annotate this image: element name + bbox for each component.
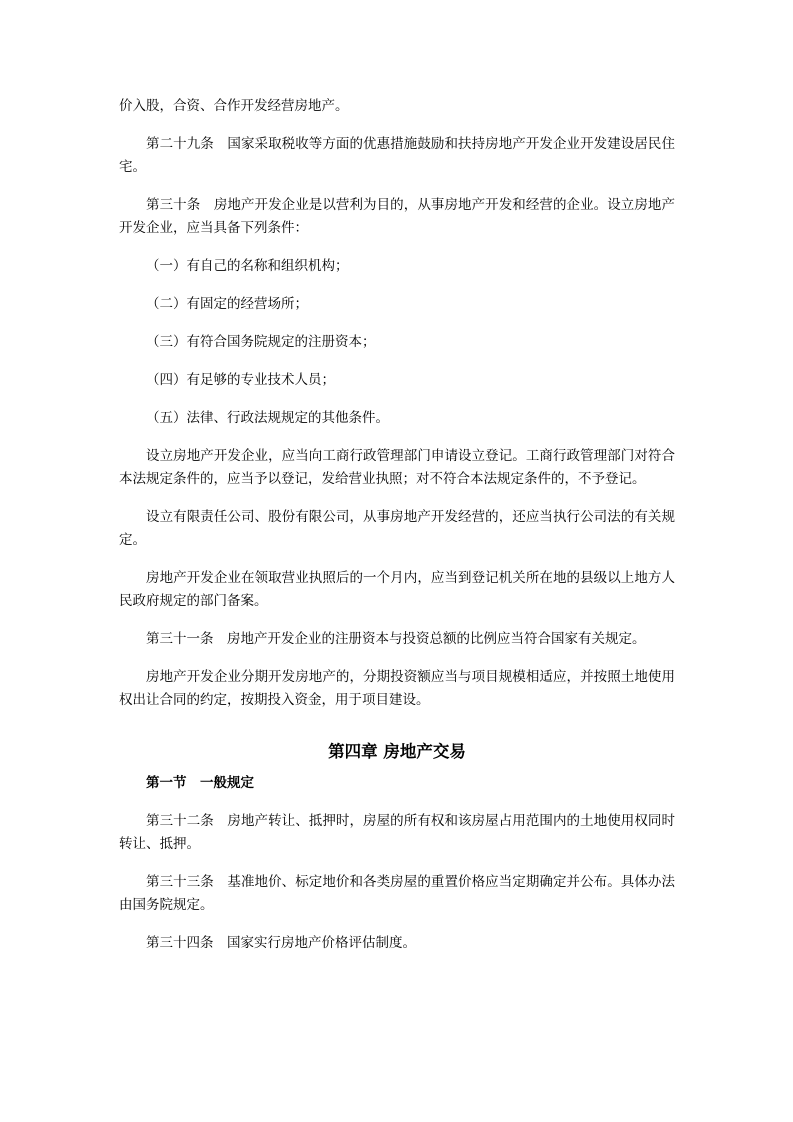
article-33: 第三十三条 基准地价、标定地价和各类房屋的重置价格应当定期确定并公布。具体办法由国务院规定。 — [119, 874, 675, 913]
condition-item-1: （一）有自己的名称和组织机构； — [146, 258, 349, 274]
article-29: 第二十九条 国家采取税收等方面的优惠措施鼓励和扶持房地产开发企业开发建设居民住宅。 — [119, 136, 675, 175]
article-34: 第三十四条 国家实行房地产价格评估制度。 — [146, 935, 416, 951]
article-30: 第三十条 房地产开发企业是以营利为目的，从事房地产开发和经营的企业。设立房地产开发企业，应当具备下列条件： — [119, 197, 675, 236]
condition-item-3: （三）有符合国务院规定的注册资本； — [146, 334, 376, 350]
section-title: 第一节 一般规定 — [146, 775, 254, 791]
paragraph: 价入股，合资、合作开发经营房地产。 — [119, 98, 349, 114]
paragraph: 房地产开发企业分期开发房地产的，分期投资额应当与项目规模相适应，并按照土地使用权出让合同的约定，按期投入资金，用于项目建设。 — [119, 669, 675, 708]
condition-item-2: （二）有固定的经营场所； — [146, 296, 308, 312]
paragraph: 设立有限责任公司、股份有限公司，从事房地产开发经营的，还应当执行公司法的有关规定。 — [119, 509, 675, 548]
article-31: 第三十一条 房地产开发企业的注册资本与投资总额的比例应当符合国家有关规定。 — [146, 631, 646, 647]
paragraph: 房地产开发企业在领取营业执照后的一个月内，应当到登记机关所在地的县级以上地方人民政府规定的部门备案。 — [119, 570, 675, 609]
document-body — [119, 95, 675, 970]
condition-item-4: （四）有足够的专业技术人员； — [146, 372, 335, 388]
paragraph: 设立房地产开发企业，应当向工商行政管理部门申请设立登记。工商行政管理部门对符合本法规定条件的，应当予以登记，发给营业执照；对不符合本法规定条件的，不予登记。 — [119, 448, 675, 487]
chapter-title: 第四章 房地产交易 — [328, 742, 466, 761]
article-32: 第三十二条 房地产转让、抵押时，房屋的所有权和该房屋占用范围内的土地使用权同时转让、抵押。 — [119, 813, 675, 852]
condition-item-5: （五）法律、行政法规规定的其他条件。 — [146, 410, 389, 426]
